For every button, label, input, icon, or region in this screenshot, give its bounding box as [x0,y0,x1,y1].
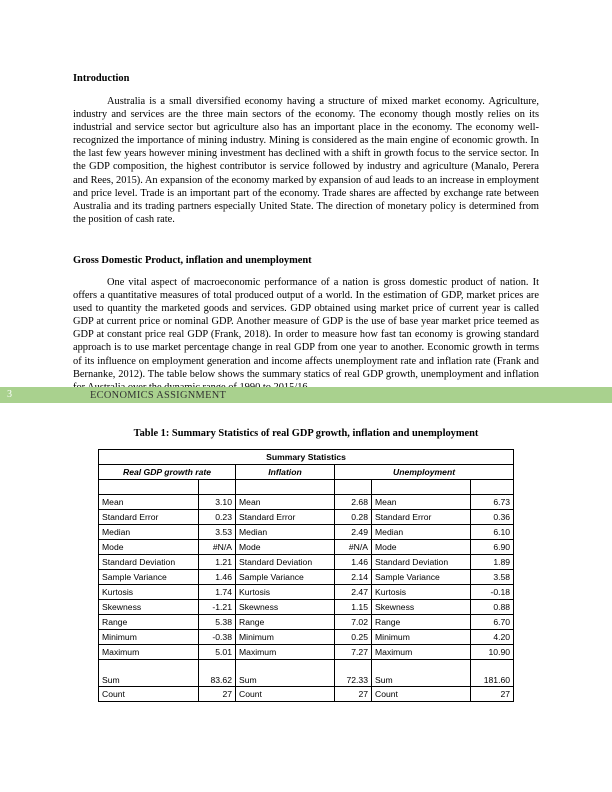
gdp-value: #N/A [199,540,236,555]
stat-label-inflation: Standard Error [236,510,335,525]
stat-label-unemployment: Sum [372,660,471,687]
gdp-value: 5.01 [199,645,236,660]
inflation-value: #N/A [335,540,372,555]
table-row [99,645,514,660]
inflation-value: 2.14 [335,570,372,585]
unemployment-value: 0.88 [471,600,514,615]
group-header-unemployment: Unemployment [335,465,514,480]
group-header-gdp: Real GDP growth rate [99,465,236,480]
summary-statistics-table [98,449,514,702]
stat-label-gdp: Median [99,525,199,540]
table-row [99,615,514,630]
table-row [99,630,514,645]
table-title: Table 1: Summary Statistics of real GDP growth, inflation and unemployment [133,428,479,439]
table-row [99,525,514,540]
running-header-label: ECONOMICS ASSIGNMENT [90,390,227,401]
gdp-value: -1.21 [199,600,236,615]
stat-label-inflation: Median [236,525,335,540]
stat-label-unemployment: Standard Deviation [372,555,471,570]
table-row [99,555,514,570]
table-row [99,495,514,510]
unemployment-value: 6.70 [471,615,514,630]
stat-label-unemployment: Mode [372,540,471,555]
inflation-value: 72.33 [335,660,372,687]
gdp-value: 0.23 [199,510,236,525]
stat-label-unemployment: Sample Variance [372,570,471,585]
stat-label-gdp: Maximum [99,645,199,660]
table-row [99,585,514,600]
unemployment-value: 3.58 [471,570,514,585]
gdp-value: -0.38 [199,630,236,645]
unemployment-value: 27 [471,687,514,702]
gdp-value: 1.21 [199,555,236,570]
stat-label-inflation: Range [236,615,335,630]
gdp-value: 83.62 [199,660,236,687]
stat-label-unemployment: Standard Error [372,510,471,525]
inflation-value: 2.47 [335,585,372,600]
unemployment-value: 10.90 [471,645,514,660]
gdp-value: 27 [199,687,236,702]
stat-label-inflation: Minimum [236,630,335,645]
table-group-row [99,465,514,480]
stat-label-inflation: Mode [236,540,335,555]
stat-label-gdp: Standard Deviation [99,555,199,570]
stat-label-unemployment: Mean [372,495,471,510]
stat-label-unemployment: Count [372,687,471,702]
table-row [99,540,514,555]
stat-label-unemployment: Median [372,525,471,540]
inflation-value: 27 [335,687,372,702]
stat-label-unemployment: Range [372,615,471,630]
table-caption: Summary Statistics [99,450,514,465]
stat-label-gdp: Count [99,687,199,702]
stat-label-gdp: Standard Error [99,510,199,525]
stat-label-unemployment: Kurtosis [372,585,471,600]
inflation-value: 7.02 [335,615,372,630]
page-number: 3 [7,389,12,400]
stat-label-unemployment: Minimum [372,630,471,645]
stat-label-gdp: Sum [99,660,199,687]
stat-label-gdp: Range [99,615,199,630]
table-row-sum [99,660,514,687]
stat-label-inflation: Kurtosis [236,585,335,600]
inflation-value: 1.15 [335,600,372,615]
unemployment-value: 4.20 [471,630,514,645]
gdp-paragraph: One vital aspect of macroeconomic performance of a nation is gross domestic product of nation. It offers a quantitative measures of total produced output of a world. In the estimation of GDP, market prices are used to quantity the marketed goods and services. GDP obtained using market price of current year is called GDP at current price or nominal GDP. Another measure of GDP is the use of base year market price teemed as GDP at constant price real GDP (Frank, 2018). In order to measure how fast tan economy is growing standard approach is to use market percentage change in real GDP from one year to another. Economic growth in terms of its influence on employment generation and income affects unemployment rate and inflation rate (Frank and Bernanke, 2012). The table below shows the summary statics of real GDP growth, unemployment and inflation [73,277,539,380]
unemployment-value: -0.18 [471,585,514,600]
gdp-value: 1.74 [199,585,236,600]
unemployment-value: 181.60 [471,660,514,687]
table-row [99,600,514,615]
gdp-value: 3.53 [199,525,236,540]
stat-label-inflation: Skewness [236,600,335,615]
stat-label-inflation: Count [236,687,335,702]
inflation-value: 7.27 [335,645,372,660]
stat-label-gdp: Mean [99,495,199,510]
table-row [99,570,514,585]
stat-label-unemployment: Skewness [372,600,471,615]
table-caption-row [99,450,514,465]
inflation-value: 0.25 [335,630,372,645]
unemployment-value: 1.89 [471,555,514,570]
stat-label-gdp: Skewness [99,600,199,615]
gdp-heading: Gross Domestic Product, inflation and unemployment [73,255,312,266]
intro-heading: Introduction [73,73,130,84]
stat-label-inflation: Maximum [236,645,335,660]
stat-label-inflation: Standard Deviation [236,555,335,570]
gdp-value: 5.38 [199,615,236,630]
unemployment-value: 6.10 [471,525,514,540]
stat-label-gdp: Sample Variance [99,570,199,585]
unemployment-value: 0.36 [471,510,514,525]
group-header-inflation: Inflation [236,465,335,480]
gdp-value: 3.10 [199,495,236,510]
inflation-value: 2.68 [335,495,372,510]
stat-label-inflation: Sample Variance [236,570,335,585]
gdp-value: 1.46 [199,570,236,585]
table-row [99,510,514,525]
stat-label-unemployment: Maximum [372,645,471,660]
stat-label-gdp: Minimum [99,630,199,645]
stat-label-inflation: Mean [236,495,335,510]
inflation-value: 0.28 [335,510,372,525]
unemployment-value: 6.73 [471,495,514,510]
stat-label-inflation: Sum [236,660,335,687]
unemployment-value: 6.90 [471,540,514,555]
intro-paragraph: Australia is a small diversified economy having a structure of mixed market economy. Agriculture, industry and services are the three main sectors of the economy. The economy though mostly relies on its industrial and service sector but agriculture also has an important place in the economy. The economy well-recognized the importance of mining industry. Mining is considered as the main engine of economic growth. In the last few years however mining investment has declined with a shift in growth focus to the service sector. In the GDP composition, the highest contributor is service followed by industry and agriculture (Manalo, Perera and Rees, 2015). An expansion of the economy marked by expansion of aud leads to an increase in employment and price level. Trade is an important part of the economy. Trade shares are affected by exchange rate between Australia and its trading partners especially United State. The direction of monetary policy is determined from the position of cash rate. [73,96,539,225]
stat-label-gdp: Mode [99,540,199,555]
inflation-value: 2.49 [335,525,372,540]
stat-label-gdp: Kurtosis [99,585,199,600]
inflation-value: 1.46 [335,555,372,570]
table-empty-row [99,480,514,495]
table-row-count [99,687,514,702]
